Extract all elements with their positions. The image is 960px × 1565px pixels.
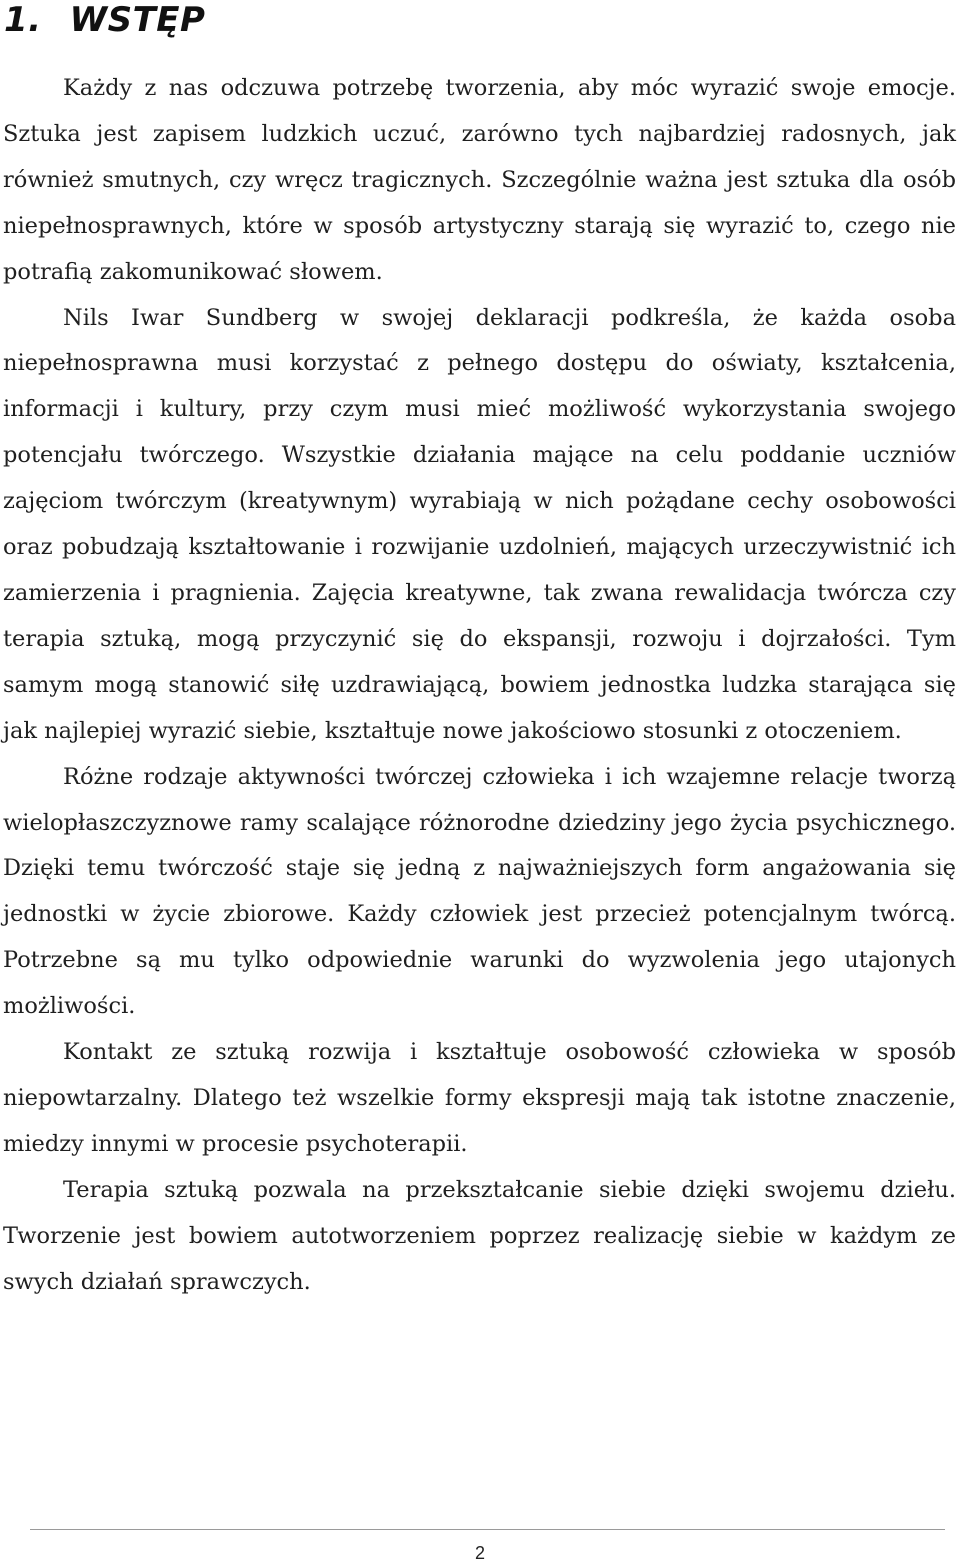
paragraph-2: Nils Iwar Sundberg w swojej deklaracji podkreśla, że każda osoba niepełnosprawna musi korzystać z pełnego dostępu do oświaty, kształcenia, informacji i kultury, przy czym musi mieć możliwość wykorzystania swojego potencjału twórczego. Wszystkie działania mające na celu poddanie uczniów zajęciom twórczym (kreatywnym) wyrabiają w nich pożądane cechy osobowości oraz pobudzają kształtowanie i rozwijanie uzdolnień, mających urzeczywistnić ich zamierzenia i pragnienia. Zajęcia kreatywne, tak zwana rewalidacja twórcza czy terapia sztuką, mogą przyczynić się do ekspansji, rozwoju i dojrzałości. Tym samym mogą stanowić siłę uzdrawiającą, bowiem jednostka ludzka starająca się jak najlepiej wyrazić siebie, kształtuje nowe jakościowo stosunki z otoczeniem. (3, 304, 956, 744)
page-number: 2 (474, 1543, 485, 1563)
section-heading (4, 0, 205, 44)
paragraph-3: Różne rodzaje aktywności twórczej człowieka i ich wzajemne relacje tworzą wielopłaszczyznowe ramy scalające różnorodne dziedziny jego życia psychicznego. Dzięki temu twórczość staje się jedną z najważniejszych form angażowania się jednostki w życie zbiorowe. Każdy człowiek jest przecież potencjalnym twórcą. Potrzebne są mu tylko odpowiednie warunki do wyzwolenia jego utajonych możliwości. (3, 763, 956, 1020)
paragraph-5: Terapia sztuką pozwala na przekształcanie siebie dzięki swojemu dziełu. Tworzenie jest bowiem autotworzeniem poprzez realizację siebie w każdym ze swych działań sprawczych. (3, 1176, 956, 1295)
footer-divider (30, 1529, 945, 1530)
section-number: 1. (4, 0, 42, 40)
section-title: WSTĘP (69, 0, 206, 40)
paragraph-4: Kontakt ze sztuką rozwija i kształtuje osobowość człowieka w sposób niepowtarzalny. Dlatego też wszelkie formy ekspresji mają tak istotne znaczenie, miedzy innymi w procesie psychoterapii. (3, 1039, 956, 1157)
paragraph-1: Każdy z nas odczuwa potrzebę tworzenia, aby móc wyrazić swoje emocje. Sztuka jest zapisem ludzkich uczuć, zarówno tych najbardziej radosnych, jak również smutnych, czy wręcz tragicznych. Szczególnie ważna jest sztuka dla osób niepełnosprawnych, które w sposób artystyczny starają się wyrazić to, czego nie potrafią zakomunikować słowem. (3, 75, 956, 285)
document-body (3, 66, 956, 1305)
